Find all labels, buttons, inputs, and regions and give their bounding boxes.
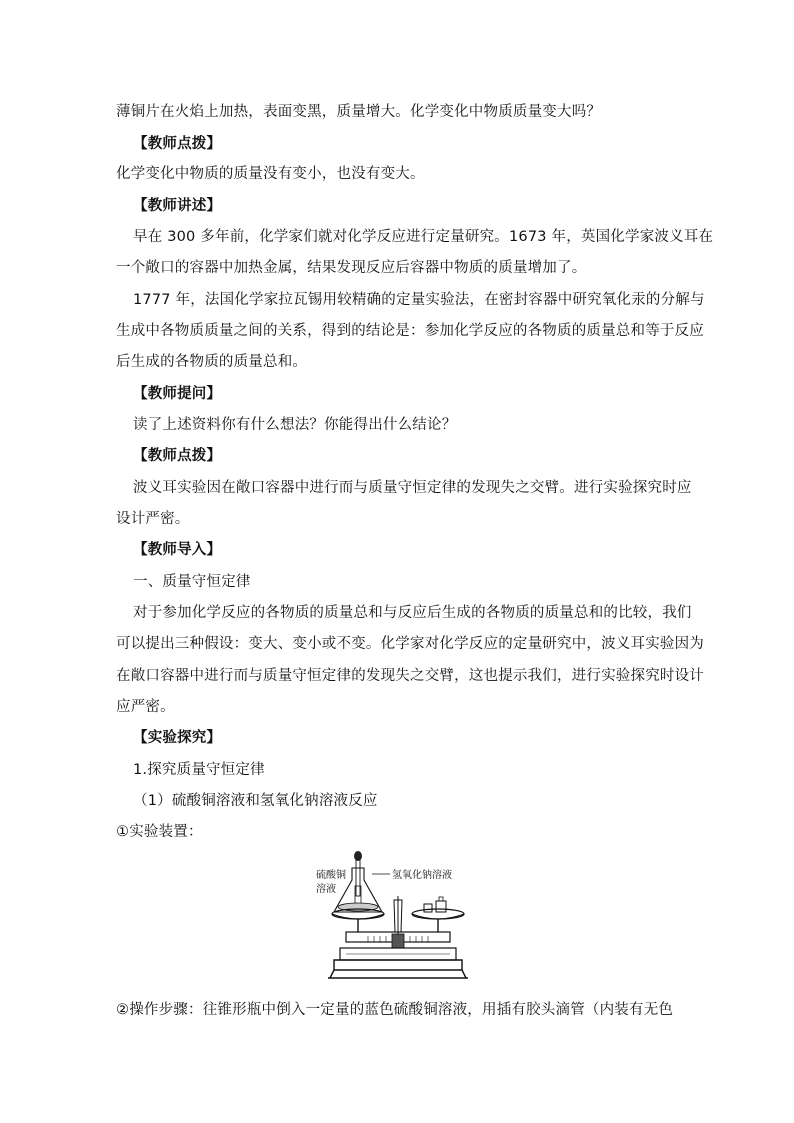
heading-teacher-narration: 【教师讲述】 [133, 198, 222, 214]
weight-icon [424, 904, 432, 912]
paragraph-procedure: ②操作步骤：往锥形瓶中倒入一定量的蓝色硫酸铜溶液，用插有胶头滴管（内装有无色 [116, 1002, 674, 1018]
heading-teacher-tips-1: 【教师点拨】 [133, 136, 222, 152]
label-copper-sulfate-2: 溶液 [316, 884, 336, 895]
paragraph-hypothesis-3: 在敞口容器中进行而与质量守恒定律的发现失之交臂，这也提示我们，进行实验探究时设计 [116, 668, 704, 684]
paragraph-boyle-2: 一个敞口的容器中加热金属，结果发现反应后容器中物质的质量增加了。 [116, 260, 587, 276]
heading-teacher-tips-2: 【教师点拨】 [133, 448, 222, 464]
item-copper-sulfate-reaction: （1）硫酸铜溶液和氢氧化钠溶液反应 [133, 793, 378, 809]
paragraph-lavoisier-2: 生成中各物质质量之间的关系，得到的结论是：参加化学反应的各物质的质量总和等于反应 [116, 323, 704, 339]
label-sodium-hydroxide: 氢氧化钠溶液 [392, 870, 452, 881]
paragraph-hypothesis-2: 可以提出三种假设：变大、变小或不变。化学家对化学反应的定量研究中，波义耳实验因为 [116, 636, 704, 652]
paragraph-hypothesis-1: 对于参加化学反应的各物质的质量总和与反应后生成的各物质的质量总和的比较，我们 [133, 605, 692, 621]
dropper-bulb-icon [354, 851, 362, 861]
item-apparatus: ①实验装置： [116, 824, 203, 840]
balance-apparatus-figure [316, 846, 480, 990]
paragraph-boyle-missed-2: 设计严密。 [116, 511, 190, 527]
heading-experiment-inquiry: 【实验探究】 [133, 730, 222, 746]
section-title-conservation-of-mass: 一、质量守恒定律 [133, 574, 251, 590]
paragraph-boyle-missed-1: 波义耳实验因在敞口容器中进行而与质量守恒定律的发现失之交臂。进行实验探究时应 [133, 480, 692, 496]
heading-teacher-intro: 【教师导入】 [133, 542, 222, 558]
heading-teacher-question: 【教师提问】 [133, 386, 222, 402]
paragraph-heated-copper: 薄铜片在火焰上加热，表面变黑，质量增大。化学变化中物质质量变大吗？ [116, 104, 602, 120]
weight-icon [436, 901, 446, 912]
label-copper-sulfate-1: 硫酸铜 [316, 870, 346, 881]
paragraph-hypothesis-4: 应严密。 [116, 699, 175, 715]
item-explore-conservation: 1.探究质量守恒定律 [133, 762, 265, 778]
paragraph-mass-unchanged: 化学变化中物质的质量没有变小，也没有变大。 [116, 166, 425, 182]
paragraph-question: 读了上述资料你有什么想法？你能得出什么结论？ [133, 417, 457, 433]
paragraph-lavoisier-1: 1777 年，法国化学家拉瓦锡用较精确的定量实验法，在密封容器中研究氧化汞的分解与 [133, 292, 705, 308]
paragraph-lavoisier-3: 后生成的各物质的质量总和。 [116, 354, 308, 370]
paragraph-boyle-1: 早在 300 多年前，化学家们就对化学反应进行定量研究。1673 年，英国化学家波义耳在 [133, 229, 714, 245]
